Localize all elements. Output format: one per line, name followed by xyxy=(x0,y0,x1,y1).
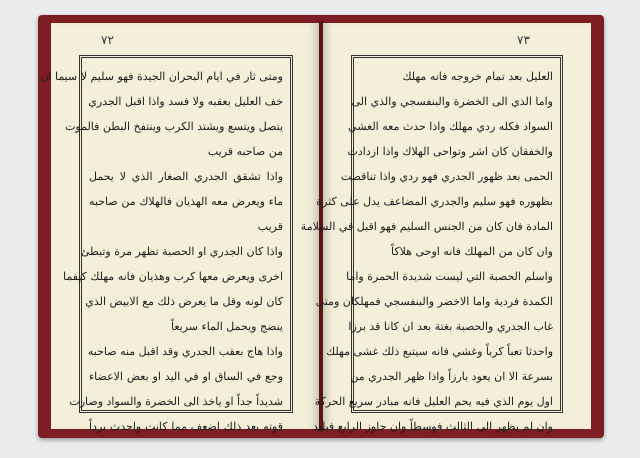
right-page-number: ٧٣ xyxy=(517,33,530,47)
left-text-line: اخرى ويعرض معها كرب وهذيان فانه مهلك كيفما xyxy=(63,270,283,283)
left-text-line: ينضج ويحمل الماء سريعاً xyxy=(171,320,283,333)
left-page-number: ٧٢ xyxy=(101,33,114,47)
left-text-line: ماء ويعرض معه الهذيان فالهلاك من صاحبه xyxy=(89,195,283,208)
left-text-line: واذا هاج بعقب الجدري وقد اقبل منه صاحبه xyxy=(87,345,283,358)
right-text-line: بظهوره فهو سليم والجدري المضاعف يدل على كثرة xyxy=(316,195,553,208)
right-text-line: الكمدة فردية واما الاخضر والبنفسجي فمهلكان ومتى xyxy=(315,295,553,308)
left-text-frame xyxy=(40,55,293,433)
left-text-line: واذا كان الجدري او الحصبة تظهر مرة وتبطئ xyxy=(80,245,283,258)
book xyxy=(38,15,604,438)
right-text-frame xyxy=(300,55,563,433)
left-text-line: وجع في الساق او في اليد او بعض الاعضاء xyxy=(89,370,283,383)
right-text-line: العليل بعد تمام خروجه فانه مهلك xyxy=(402,70,553,83)
right-text-line: واسلم الحصبة التي ليست شديدة الحمرة واما xyxy=(346,270,553,283)
left-text-line: قوته بعد ذلك اضعف مما كانت واحدث برداً xyxy=(89,420,283,433)
right-text-line: بسرعة الا ان يعود بارزاً واذا ظهر الجدري من xyxy=(350,370,553,383)
left-text-line: قريب xyxy=(257,220,283,233)
right-text-line: الحمى بعد ظهور الجدري فهو ردي واذا تناقصت xyxy=(340,170,553,183)
left-page xyxy=(40,23,319,433)
left-text-line: ومتى ثار في ايام البحران الجيدة فهو سليم لا سيما ان xyxy=(40,70,283,83)
right-text-line: السواد فكله ردي مهلك واذا حدث معه الغشي xyxy=(348,120,553,133)
right-text-line: وان لم يظهر الى الثالث فوسطاً وان جاوز الرابع فبليد xyxy=(312,420,553,433)
right-text-line: واما الذي الى الخضرة والبنفسجي والذي الى xyxy=(351,95,553,108)
right-text-line: اول يوم الذي فيه يحم العليل فانه مبادر سريع الحركة xyxy=(314,395,553,408)
right-text-line: وان كان من المهلك فانه اوحى هلاكاً xyxy=(391,245,553,258)
right-text-line: والخفقان كان اشر وتواحى الهلاك واذا ازدادت xyxy=(347,145,553,158)
left-text-line: خف العليل بعقبه ولا فسد واذا اقبل الجدري xyxy=(88,95,283,108)
left-text-line: يتصل ويتسع ويشتد الكرب وينتفخ البطن فالموت xyxy=(65,120,283,133)
right-page xyxy=(300,23,591,433)
right-text-line: واحدثا تعباً كرباً وغشي فانه سيتبع ذلك غشى مهلك xyxy=(326,345,553,358)
right-text-line: غاب الجدري والحصبة بغتة بعد ان كانا قد برزا xyxy=(348,320,553,333)
left-text-line: شديداً جداً او ياخذ الى الخضرة والسواد وصارت xyxy=(69,395,283,408)
left-text-line: واذا تشقق الجدري الصغار الذي لا يحمل xyxy=(89,170,283,183)
left-text-line: كان لونه وقل ما يعرض ذلك مع الابيض الذي xyxy=(85,295,283,308)
right-text-line: المادة فان كان من الجنس السليم فهو اقبل في السلامة xyxy=(300,220,553,233)
left-text-line: من صاحبه قريب xyxy=(207,145,283,158)
